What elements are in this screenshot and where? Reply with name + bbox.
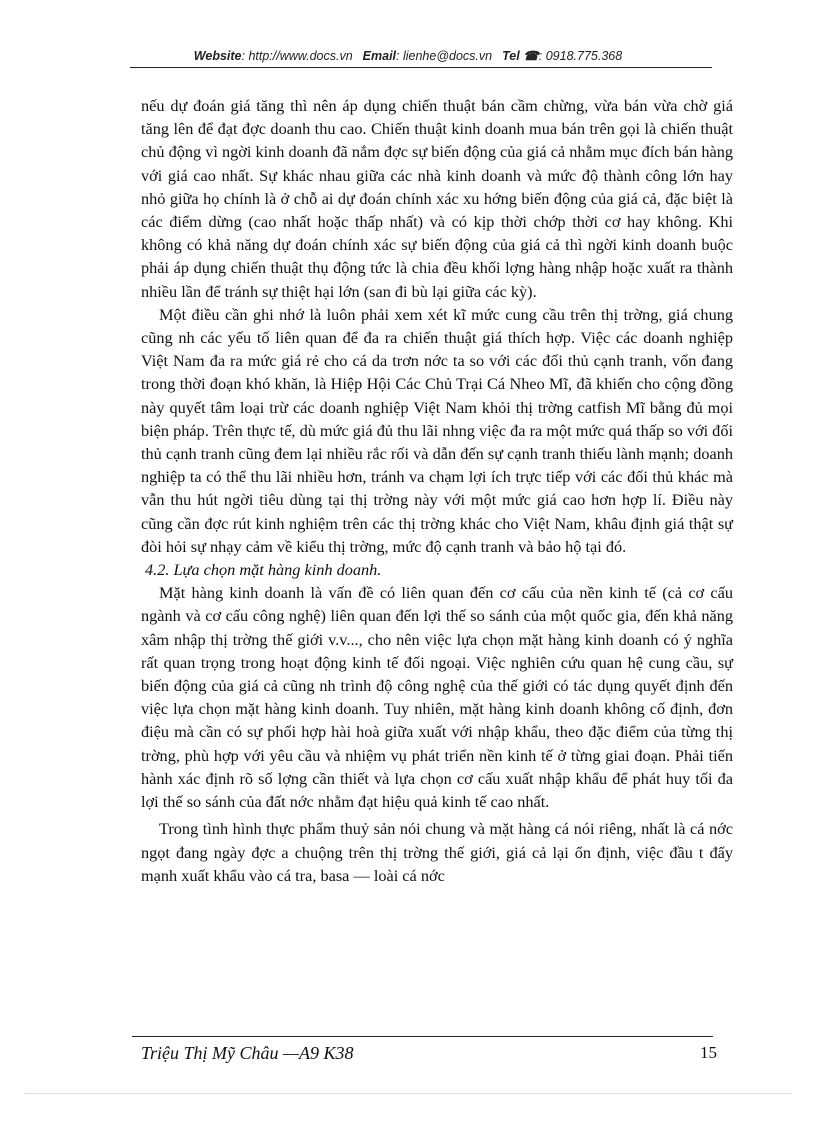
- paragraph-2: Một điều cần ghi nhớ là luôn phải xem xét kĩ mức cung cầu trên thị trờng, giá chung cũng nh các yếu tố liên quan để đa ra chiến thuật giá thích hợp. Việc các doanh nghiệp Việt Nam đa ra mức giá rẻ cho cá da trơn nớc ta so với các đối thủ cạnh tranh, vốn đang trong thời đoạn khó khăn, là Hiệp Hội Các Chủ Trại Cá Nheo Mĩ, đã khiến cho cộng đồng này quyết tâm loại trừ các doanh nghiệp Việt Nam khỏi thị trờng catfish Mĩ bằng đủ mọi biện pháp. Trên thực tế, dù mức giá đủ thu lãi nhng việc đa ra một mức quá thấp so với đối thủ cạnh tranh cũng đem lại nhiều rắc rối và dẫn đến sự cạnh tranh thiếu lành mạnh; doanh nghiệp ta có thể thu lãi nhiều hơn, tránh va chạm lợi ích trực tiếp với các đối thủ khác mà vẫn thu hút ngời tiêu dùng tại thị trờng này với một mức giá cao hơn hợp lí. Điều này cũng cần đợc rút kinh nghiệm trên các thị trờng khác cho Việt Nam, khâu định giá thật sự đòi hỏi sự nhạy cảm về kiểu thị trờng, mức độ cạnh tranh và bảo hộ tại đó.: [141, 304, 733, 556]
- footer-rule: [132, 1036, 713, 1037]
- paragraph-3: Mặt hàng kinh doanh là vấn đề có liên quan đến cơ cấu của nền kinh tế (cả cơ cấu ngành và cơ cấu công nghệ) liên quan đến lợi thế so sánh của một quốc gia, đến khả năng xâm nhập thị trờng thế giới v.v..., cho nên việc lựa chọn mặt hàng kinh doanh có ý nghĩa rất quan trọng trong hoạt động kinh tế đối ngoại. Việc nghiên cứu quan hệ cung cầu, sự biến động của giá cả cũng nh trình độ công nghệ của thế giới có tác dụng quyết định đến việc lựa chọn mặt hàng kinh doanh. Tuy nhiên, mặt hàng kinh doanh không cố định, đơn điệu mà cần có sự phối hợp hài hoà giữa xuất với nhập khẩu, theo đặc điểm của từng thị trờng, phù hợp với yêu cầu và nhiệm vụ phát triển nền kinh tế ở từng giai đoạn. Phải tiến hành xác định rõ số lợng cần thiết và lựa chọn cơ cấu xuất nhập khẩu để phát huy tối đa lợi thế so sánh của đất nớc nhằm đạt hiệu quả kinh tế cao nhất.: [141, 583, 733, 812]
- document-body: [141, 94, 733, 887]
- page-header: [0, 48, 816, 63]
- section-heading: 4.2. Lựa chọn mặt hàng kinh doanh.: [145, 560, 382, 580]
- page-number: 15: [700, 1043, 717, 1062]
- website-value: : http://www.docs.vn: [241, 49, 353, 63]
- footer-author: Triệu Thị Mỹ Châu —A9 K38: [141, 1043, 354, 1063]
- tel-value: : 0918.775.368: [538, 49, 623, 63]
- header-rule: [130, 67, 712, 68]
- paragraph-4: Trong tình hình thực phẩm thuỷ sản nói chung và mặt hàng cá nói riêng, nhất là cá nớc ngọt đang ngày đợc a chuộng trên thị trờng thế giới, giá cả lại ổn định, việc đầu t đẩy mạnh xuất khẩu vào cá tra, basa — loài cá nớc: [141, 819, 733, 885]
- email-label: Email: [362, 49, 397, 63]
- page-bottom-divider: [24, 1093, 792, 1094]
- tel-label: Tel: [502, 49, 520, 63]
- email-value: : lienhe@docs.vn: [396, 49, 493, 63]
- phone-icon: ☎: [523, 49, 539, 63]
- paragraph-1: nếu dự đoán giá tăng thì nên áp dụng chiến thuật bán cầm chừng, vừa bán vừa chờ giá tăng lên để đạt đợc doanh thu cao. Chiến thuật kinh doanh mua bán trên gọi là chiến thuật chủ động vì ngời kinh doanh đã nắm đợc sự biến động của giá cả nhằm mục đích bán hàng với giá cao nhất. Sự khác nhau giữa các nhà kinh doanh và mức độ thành công lớn hay nhỏ giữa họ chính là ở chỗ ai dự đoán chính xác xu hớng biến động của giá cả, đặc biệt là các điểm dừng (cao nhất hoặc thấp nhất) và có kịp thời chớp thời cơ hay không. Khi không có khả năng dự đoán chính xác sự biến động của giá cả thì ngời kinh doanh buộc phải áp dụng chiến thuật thụ động tức là chia đều khối lợng hàng nhập hoặc xuất ra thành nhiều lần để tránh sự thiệt hại lớn (san đi bù lại giữa các kỳ).: [141, 96, 733, 301]
- website-label: Website: [193, 49, 242, 63]
